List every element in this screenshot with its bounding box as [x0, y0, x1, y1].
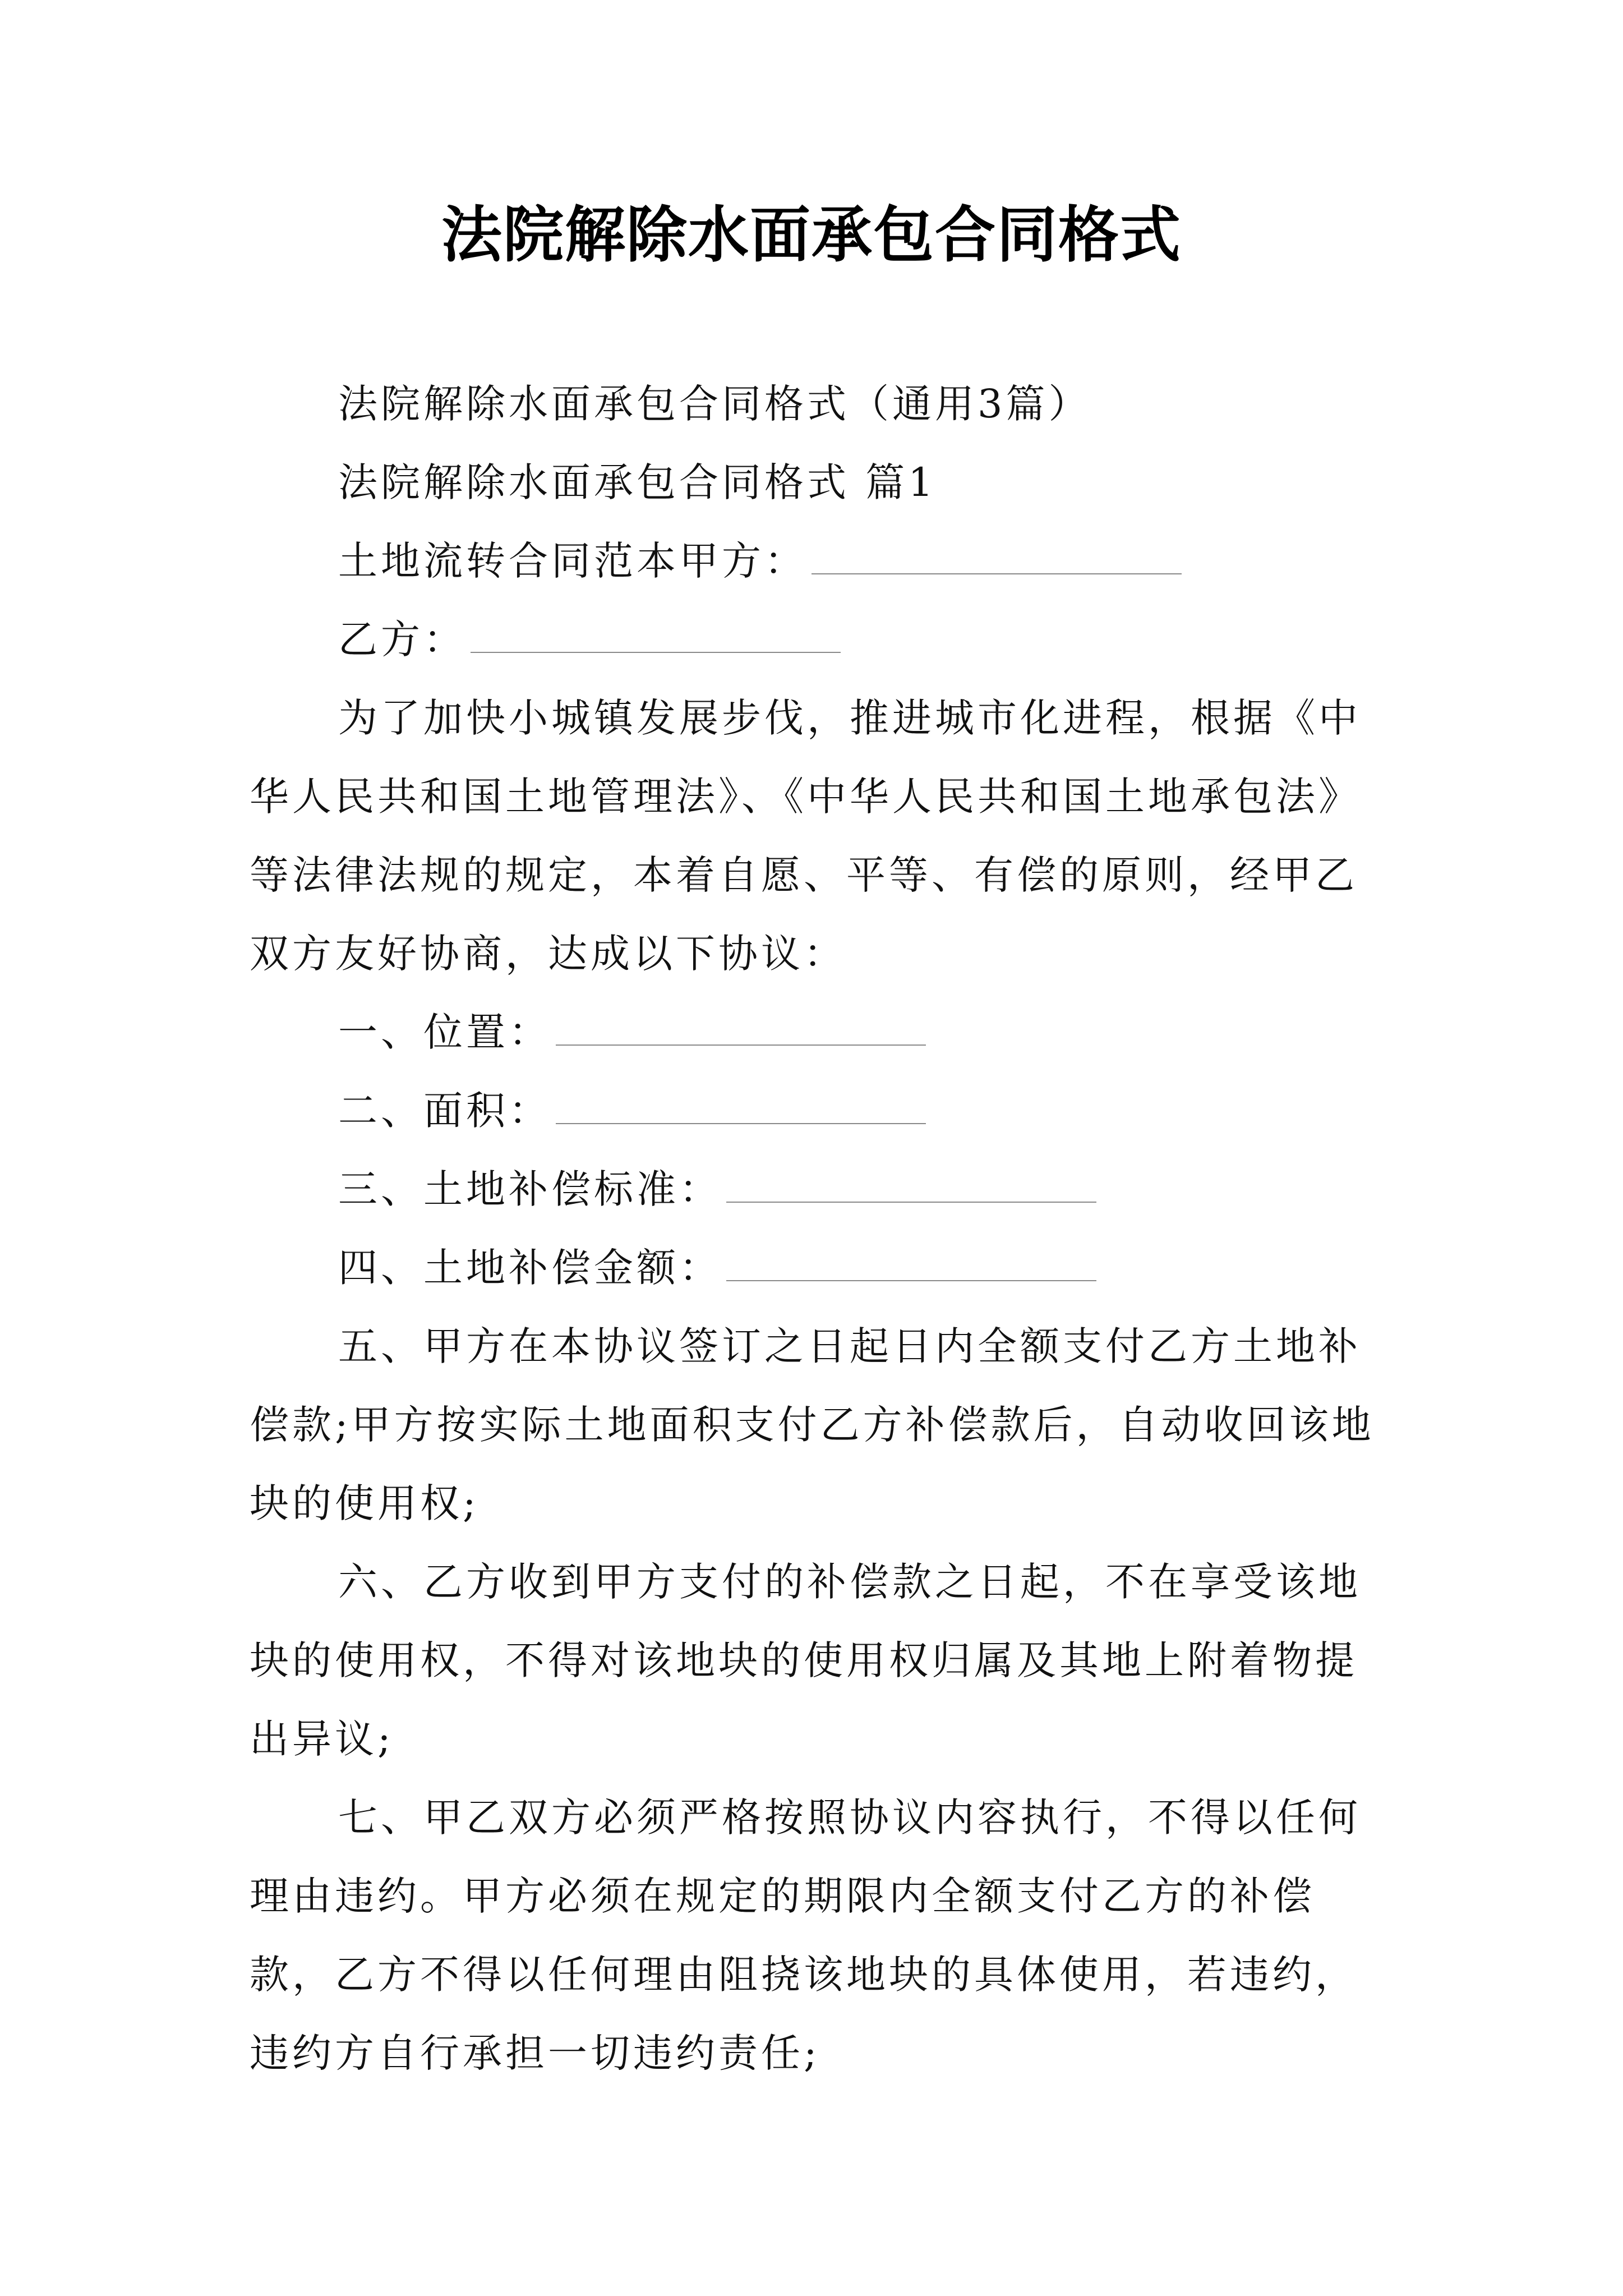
preamble-paragraph: 为了加快小城镇发展步伐，推进城市化进程，根据《中华人民共和国土地管理法》、《中华人民共和国土地承包法》等法律法规的规定，本着自愿、平等、有偿的原则，经甲乙双方友好协商，达成以下协议：	[250, 695, 1361, 977]
clause-payment-paragraph: 五、甲方在本协议签订之日起日内全额支付乙方土地补偿款;甲方按实际土地面积支付乙方补偿款后，自动收回该地块的使用权;	[250, 1323, 1375, 1526]
clause-area-label: 二、面积：	[338, 1088, 551, 1134]
party-b-label: 乙方：	[338, 616, 466, 662]
clause-location-label: 一、位置：	[338, 1009, 551, 1055]
document-title: 法院解除水面承包合同格式	[441, 200, 1182, 270]
party-a-blank	[811, 573, 1182, 574]
party-b-line	[250, 600, 1382, 679]
document-subtitle: 法院解除水面承包合同格式（通用3篇）	[338, 381, 1091, 427]
clause-location-blank	[556, 1045, 926, 1046]
party-a-line	[250, 522, 1382, 600]
clause-location-line	[250, 993, 1382, 1071]
clause-amount-blank	[726, 1280, 1096, 1281]
clause-area-line	[250, 1071, 1382, 1150]
party-b-blank	[471, 652, 841, 653]
clause-breach-paragraph: 七、甲乙双方必须严格按照协议内容执行，不得以任何理由违约。甲方必须在规定的期限内全额支付乙方的补偿款，乙方不得以任何理由阻挠该地块的具体使用，若违约，违约方自行承担一切违约责任;	[250, 1795, 1361, 2076]
section-heading: 法院解除水面承包合同格式 篇1	[338, 459, 937, 505]
document-body	[250, 365, 1382, 2092]
clause-amount-label: 四、土地补偿金额：	[338, 1245, 722, 1291]
clause-standard-label: 三、土地补偿标准：	[338, 1166, 722, 1212]
clause-amount-line	[250, 1228, 1382, 1307]
clause-rights-paragraph: 六、乙方收到甲方支付的补偿款之日起，不在享受该地块的使用权，不得对该地块的使用权归属及其地上附着物提出异议;	[250, 1559, 1361, 1762]
clause-standard-line	[250, 1150, 1382, 1228]
clause-standard-blank	[726, 1202, 1096, 1203]
party-a-label: 土地流转合同范本甲方：	[338, 538, 807, 584]
clause-area-blank	[556, 1123, 926, 1124]
